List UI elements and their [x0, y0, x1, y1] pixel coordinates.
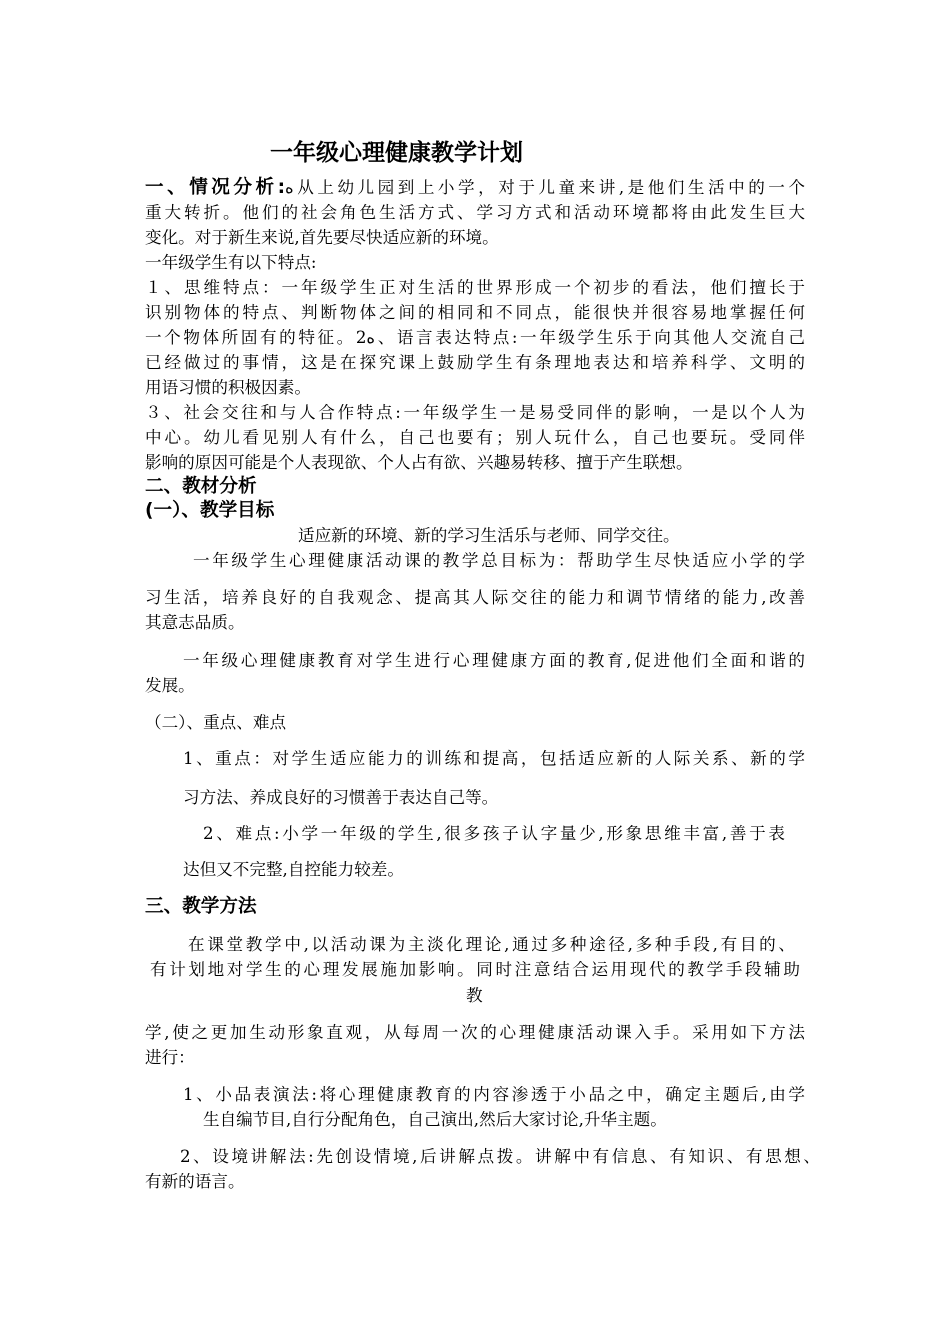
paragraph-line: 已经做过的事情，这是在探究课上鼓励学生有条理地表达和培养科学、文明的 — [145, 353, 805, 372]
page-title: 一年级心理健康教学计划 — [270, 140, 523, 166]
paragraph-line: 一年级学生心理健康活动课的教学总目标为：帮助学生尽快适应小学的学 — [193, 551, 805, 570]
paragraph-line: 在课堂教学中,以活动课为主淡化理论,通过多种途径,多种手段,有目的、 — [188, 935, 795, 954]
paragraph-line: １、思维特点：一年级学生正对生活的世界形成一个初步的看法，他们擅长于 — [145, 278, 805, 297]
paragraph-line: 习生活，培养良好的自我观念、提高其人际交往的能力和调节情绪的能力,改善 — [145, 588, 805, 607]
paragraph-line: ３、社会交往和与人合作特点:一年级学生一是易受同伴的影响，一是以个人为 — [145, 403, 805, 422]
paragraph-line: 一个物体所固有的特征。2ﻩ、语言表达特点:一年级学生乐于向其他人交流自己 — [145, 328, 805, 347]
paragraph-line: 中心。幼儿看见别人有什么，自己也要有；别人玩什么，自己也要玩。受同伴 — [145, 428, 805, 447]
paragraph-line: 习方法、养成良好的习惯善于表达自己等。 — [183, 788, 499, 807]
paragraph-line: 学,使之更加生动形象直观，从每周一次的心理健康活动课入手。采用如下方法 — [145, 1023, 805, 1042]
paragraph-line: 影响的原因可能是个人表现欲、个人占有欲、兴趣易转移、擅于产生联想。 — [145, 453, 693, 472]
paragraph-line: 2、设境讲解法:先创设情境,后讲解点拨。讲解中有信息、有知识、有思想、 — [180, 1147, 820, 1166]
paragraph-line: 1、小品表演法:将心理健康教育的内容渗透于小品之中，确定主题后,由学 — [183, 1085, 805, 1104]
paragraph-line: 重大转折。他们的社会角色生活方式、学习方式和活动环境都将由此发生巨大 — [145, 203, 805, 222]
paragraph-line: 其意志品质。 — [145, 613, 245, 632]
paragraph-line: 一年级心理健康教育对学生进行心理健康方面的教育,促进他们全面和谐的 — [183, 651, 805, 670]
paragraph-line: 教 — [466, 986, 483, 1005]
paragraph-line: 进行： — [145, 1048, 195, 1067]
paragraph-line: 生自编节目,自行分配角色，自己演出,然后大家讨论,升华主题。 — [203, 1110, 667, 1129]
section-2-heading: 二、教材分析 — [145, 476, 257, 497]
paragraph-line: 一年级学生有以下特点: — [145, 253, 317, 272]
paragraph-line: 识别物体的特点、判断物体之间的相同和不同点，能很快并很容易地掌握任何 — [145, 303, 805, 322]
section-1-text: ﻩ从上幼儿园到上小学，对于儿童来讲,是他们生活中的一个 — [285, 178, 805, 197]
paragraph-line: 发展。 — [145, 676, 195, 695]
section-1-first-line — [145, 175, 805, 200]
section-3-heading: 三、教学方法 — [145, 896, 257, 917]
paragraph-line: 1、重点：对学生适应能力的训练和提高，包括适应新的人际关系、新的学 — [183, 749, 805, 768]
paragraph-line: 达但又不完整,自控能力较差。 — [183, 860, 404, 879]
subsection-teaching-goals: (一）、教学目标 — [145, 500, 275, 521]
paragraph-line: 用语习惯的积极因素。 — [145, 378, 311, 397]
paragraph-line: 变化。对于新生来说,首先要尽快适应新的环境。 — [145, 228, 499, 247]
paragraph-line: 有新的语言。 — [145, 1172, 245, 1191]
paragraph-line: 有计划地对学生的心理发展施加影响。同时注意结合运用现代的教学手段辅助 — [150, 960, 800, 979]
paragraph-line: 2、难点:小学一年级的学生,很多孩子认字量少,形象思维丰富,善于表 — [203, 824, 785, 843]
subsection-key-points: （二）、重点、难点 — [145, 713, 287, 732]
section-1-heading: 一、情况分析: — [145, 177, 286, 198]
goal-line: 适应新的环境、新的学习生活乐与老师、同学交往。 — [298, 526, 680, 545]
